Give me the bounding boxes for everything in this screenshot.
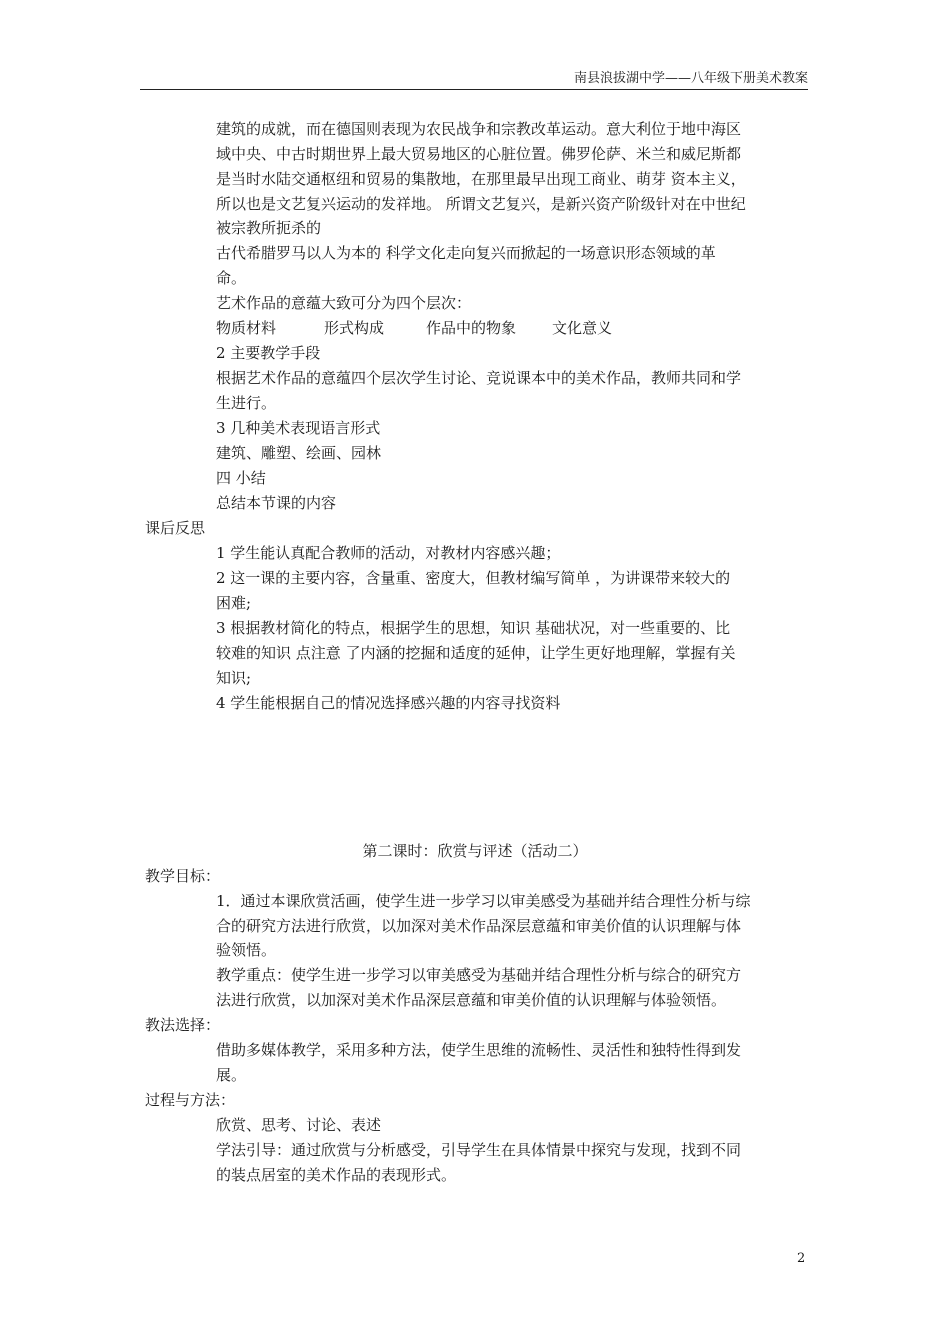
goals-line: 合的研究方法进行欣赏，以加深对美术作品深层意蕴和审美价值的认识理解与体 [216, 917, 742, 935]
layer-item: 形式构成 [324, 319, 385, 337]
lesson2-title: 第二课时：欣赏与评述（活动二） [362, 842, 588, 860]
process-line: 学法引导：通过欣赏与分析感受，引导学生在具体情景中探究与发现，找到不同 [216, 1141, 742, 1159]
goals-line: 教学重点：使学生进一步学习以审美感受为基础并结合理性分析与综合的研究方 [216, 966, 742, 984]
layer-item: 文化意义 [552, 319, 613, 337]
goals-line: 1．通过本课欣赏活画，使学生进一步学习以审美感受为基础并结合理性分析与综 [216, 892, 751, 910]
method-heading: 教法选择： [145, 1016, 221, 1034]
method-line: 借助多媒体教学，采用多种方法，使学生思维的流畅性、灵活性和独特性得到发 [216, 1041, 742, 1059]
goals-line: 验领悟。 [216, 941, 277, 959]
reflection-line: 2 这一课的主要内容，含量重、密度大，但教材编写简单 ，为讲课带来较大的 [216, 569, 731, 587]
body-line: 古代希腊罗马以人为本的 科学文化走向复兴而掀起的一场意识形态领域的革 [216, 244, 716, 262]
body-line: 艺术作品的意蕴大致可分为四个层次： [216, 294, 472, 312]
body-line: 2 主要教学手段 [216, 344, 321, 362]
body-line: 是当时水陆交通枢纽和贸易的集散地，在那里最早出现工商业、萌芽 资本主义， [216, 170, 746, 188]
body-line: 建筑的成就，而在德国则表现为农民战争和宗教改革运动。意大利位于地中海区 [216, 120, 742, 138]
goals-heading: 教学目标： [145, 867, 221, 885]
layer-item: 作品中的物象 [426, 319, 517, 337]
method-line: 展。 [216, 1066, 247, 1084]
goals-line: 法进行欣赏，以加深对美术作品深层意蕴和审美价值的认识理解与体验领悟。 [216, 991, 727, 1009]
reflection-line: 较难的知识 点注意 了内涵的挖掘和适度的延伸，让学生更好地理解，掌握有关 [216, 644, 736, 662]
reflection-line: 1 学生能认真配合教师的活动，对教材内容感兴趣； [216, 544, 561, 562]
page-header: 南县浪拔湖中学——八年级下册美术教案 [140, 70, 808, 90]
reflection-line: 3 根据教材简化的特点，根据学生的思想，知识 基础状况，对一些重要的、比 [216, 619, 731, 637]
body-line: 根据艺术作品的意蕴四个层次学生讨论、竞说课本中的美术作品，教师共同和学 [216, 369, 742, 387]
reflection-heading: 课后反思 [145, 519, 206, 537]
body-line: 命。 [216, 269, 247, 287]
process-heading: 过程与方法： [145, 1091, 236, 1109]
process-line: 的装点居室的美术作品的表现形式。 [216, 1166, 457, 1184]
reflection-line: 困难; [216, 594, 252, 612]
body-line: 3 几种美术表现语言形式 [216, 419, 381, 437]
body-line: 域中央、中古时期世界上最大贸易地区的心脏位置。佛罗伦萨、米兰和威尼斯都 [216, 145, 742, 163]
body-line: 被宗教所扼杀的 [216, 219, 322, 237]
body-line: 所以也是文艺复兴运动的发祥地。 所谓文艺复兴，是新兴资产阶级针对在中世纪 [216, 195, 746, 213]
process-line: 欣赏、思考、讨论、表述 [216, 1116, 382, 1134]
layer-item: 物质材料 [216, 319, 277, 337]
body-line: 总结本节课的内容 [216, 494, 337, 512]
reflection-line: 知识; [216, 669, 252, 687]
page-number: 2 [797, 1251, 806, 1266]
body-line: 生进行。 [216, 394, 277, 412]
body-line: 四 小结 [216, 469, 266, 487]
layers-row [216, 318, 612, 338]
body-line: 建筑、雕塑、绘画、园林 [216, 444, 382, 462]
reflection-line: 4 学生能根据自己的情况选择感兴趣的内容寻找资料 [216, 694, 561, 712]
